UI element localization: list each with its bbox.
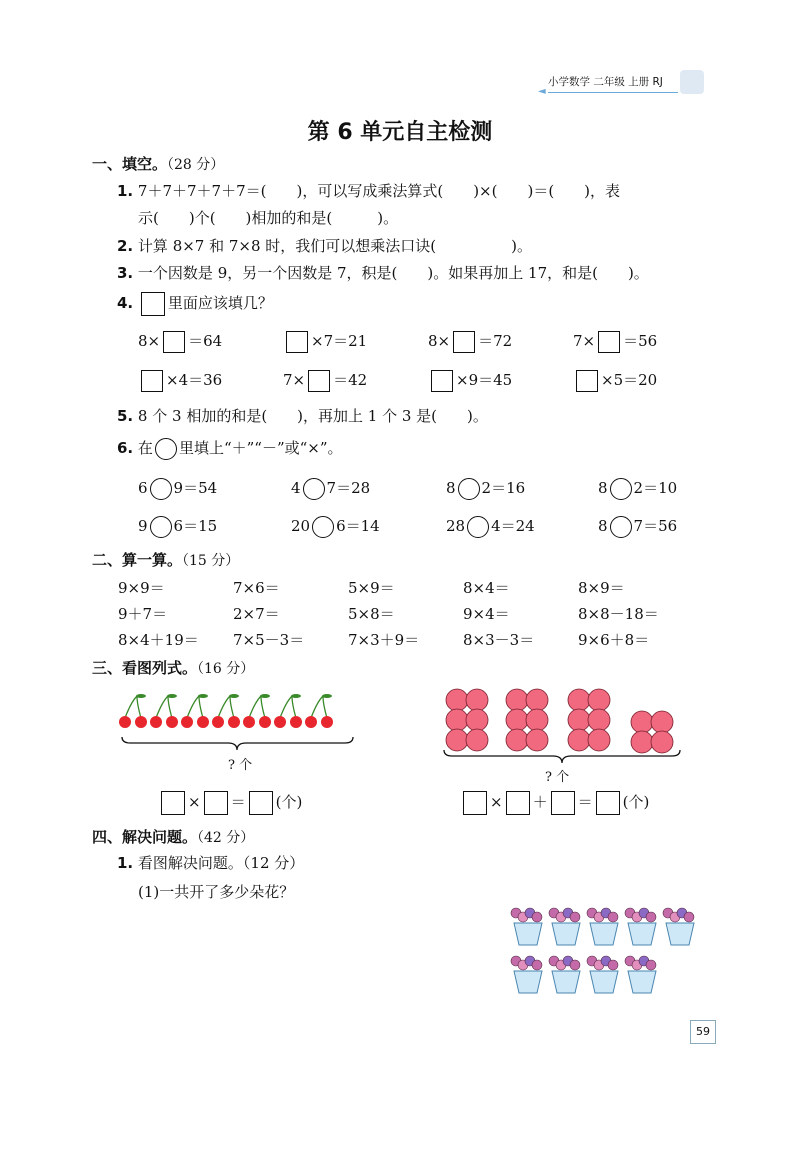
calc-item: 5×9＝ xyxy=(348,579,395,597)
section-3-heading xyxy=(92,657,254,678)
flower-pot-icon xyxy=(549,908,580,945)
expr-part: ×4＝36 xyxy=(166,371,223,389)
calc-item: 8×4＝ xyxy=(463,579,510,597)
question-5 xyxy=(117,405,488,426)
right-brace xyxy=(442,748,682,766)
calc-item: 9×9＝ xyxy=(118,579,165,597)
section-1-points: （28 分） xyxy=(167,157,225,173)
answer-circle[interactable] xyxy=(312,516,334,538)
flower-pot-icon xyxy=(511,908,542,945)
question-4 xyxy=(117,292,273,316)
expr-part: 6＝15 xyxy=(173,517,218,535)
q6-item xyxy=(138,515,217,538)
expr-part: 7× xyxy=(283,371,306,389)
expr-part: 2＝10 xyxy=(633,479,678,497)
problem-1 xyxy=(117,852,304,873)
apple-icon xyxy=(466,689,488,711)
calc-item: 5×8＝ xyxy=(348,605,395,623)
question-6-text: 在 xyxy=(137,439,153,457)
answer-box[interactable] xyxy=(551,791,575,815)
expr-part: ＝56 xyxy=(623,332,658,350)
question-1-line-1: 7＋7＋7＋7＋7＝( )，可以写成乘法算式( )×( )＝( )，表 xyxy=(137,182,621,200)
answer-box[interactable] xyxy=(431,370,453,392)
calc-item: 7×6＝ xyxy=(233,579,280,597)
left-equation xyxy=(158,791,302,815)
flower-pot-icon xyxy=(587,908,618,945)
problem-1-sub-1: (1)一共开了多少朵花？ xyxy=(138,883,295,901)
expr-part: ＝64 xyxy=(188,332,223,350)
expr-part: 6 xyxy=(138,479,148,497)
apple-icon xyxy=(506,709,528,731)
expr-part: ×5＝20 xyxy=(601,371,658,389)
expr-part: 8 xyxy=(598,479,608,497)
q6-item xyxy=(291,477,370,500)
answer-box[interactable] xyxy=(161,791,185,815)
expr-part: 8× xyxy=(138,332,161,350)
answer-circle[interactable] xyxy=(303,478,325,500)
expr-part: 9 xyxy=(138,517,148,535)
apple-icon xyxy=(588,689,610,711)
section-2-title: 二、算一算。 xyxy=(92,551,183,569)
q6-item xyxy=(291,515,380,538)
answer-box[interactable] xyxy=(141,292,165,316)
answer-box[interactable] xyxy=(506,791,530,815)
question-number: 1. xyxy=(117,854,134,872)
book-label: 小学数学 二年级 上册 RJ xyxy=(548,76,663,88)
answer-box[interactable] xyxy=(204,791,228,815)
question-5-text: 8 个 3 相加的和是( )，再加上 1 个 3 是( )。 xyxy=(137,407,488,425)
section-4-title: 四、解决问题。 xyxy=(92,828,198,846)
apple-icon xyxy=(526,689,548,711)
unit-label: (个) xyxy=(622,793,650,811)
operator: × xyxy=(490,793,503,811)
question-1-line-2: 示( )个( )相加的和是( )。 xyxy=(138,209,399,227)
flower-pot-icon xyxy=(549,956,580,993)
answer-circle[interactable] xyxy=(610,478,632,500)
expr-part: ×9＝45 xyxy=(456,371,513,389)
q6-item xyxy=(138,477,217,500)
apple-icon xyxy=(506,689,528,711)
section-1-title: 一、填空。 xyxy=(92,155,168,173)
q6-item xyxy=(446,515,535,538)
q4-item xyxy=(138,369,222,392)
apple-icon xyxy=(568,689,590,711)
expr-part: 20 xyxy=(291,517,311,535)
question-number: 4. xyxy=(117,294,134,312)
calc-item: 9×6＋8＝ xyxy=(578,631,650,649)
apples-illustration xyxy=(445,682,685,754)
question-number: 6. xyxy=(117,439,134,457)
apple-icon xyxy=(526,709,548,731)
apple-icon xyxy=(446,689,468,711)
answer-box[interactable] xyxy=(141,370,163,392)
answer-box[interactable] xyxy=(308,370,330,392)
flower-pot-icon xyxy=(625,908,656,945)
expr-part: 28 xyxy=(446,517,466,535)
answer-box[interactable] xyxy=(163,331,185,353)
section-4-points: （42 分） xyxy=(197,830,255,846)
question-number: 1. xyxy=(117,182,134,200)
apple-icon xyxy=(651,711,673,733)
answer-box[interactable] xyxy=(463,791,487,815)
calc-item: 9＋7＝ xyxy=(118,605,168,623)
flower-pot-icon xyxy=(511,956,542,993)
expr-part: 8 xyxy=(446,479,456,497)
problem-1-text: 看图解决问题。（12 分） xyxy=(137,854,305,872)
q6-item xyxy=(446,477,525,500)
question-1 xyxy=(117,180,620,201)
answer-circle[interactable] xyxy=(150,478,172,500)
calc-item: 8×3－3＝ xyxy=(463,631,535,649)
operator: ＋ xyxy=(532,793,548,811)
question-2 xyxy=(117,235,532,256)
expr-part: 9＝54 xyxy=(173,479,218,497)
flower-pot-icon xyxy=(663,908,694,945)
answer-box[interactable] xyxy=(286,331,308,353)
left-brace xyxy=(120,735,355,753)
question-4-text: 里面应该填几？ xyxy=(167,294,273,312)
calc-item: 8×4＋19＝ xyxy=(118,631,199,649)
q4-item xyxy=(428,330,512,353)
expr-part: 7＝56 xyxy=(633,517,678,535)
answer-box[interactable] xyxy=(453,331,475,353)
expr-part: 7＝28 xyxy=(326,479,371,497)
calc-item: 8×9＝ xyxy=(578,579,625,597)
q6-item xyxy=(598,477,677,500)
flower-pot-icon xyxy=(625,956,656,993)
apple-icon xyxy=(446,709,468,731)
q4-item xyxy=(573,369,657,392)
answer-box[interactable] xyxy=(249,791,273,815)
section-2-points: （15 分） xyxy=(182,553,240,569)
expr-part: 6＝14 xyxy=(336,517,380,535)
question-6-text: 里填上“＋”“－”或“×”。 xyxy=(178,439,343,457)
q4-item xyxy=(573,330,657,353)
calc-item: 8×8－18＝ xyxy=(578,605,659,623)
question-number: 2. xyxy=(117,237,134,255)
expr-part: ×7＝21 xyxy=(311,332,368,350)
q6-item xyxy=(598,515,677,538)
expr-part: 8× xyxy=(428,332,451,350)
apple-icon xyxy=(588,709,610,731)
question-number: 5. xyxy=(117,407,134,425)
left-question-label: ? 个 xyxy=(228,758,253,773)
expr-part: 8 xyxy=(598,517,608,535)
q4-item xyxy=(283,330,367,353)
question-number: 3. xyxy=(117,264,134,282)
unit-label: (个) xyxy=(275,793,303,811)
answer-box[interactable] xyxy=(598,331,620,353)
question-6 xyxy=(117,437,343,460)
right-equation xyxy=(460,791,649,815)
q4-item xyxy=(138,330,222,353)
expr-part: 7× xyxy=(573,332,596,350)
question-3 xyxy=(117,262,649,283)
right-question-label: ? 个 xyxy=(545,770,570,785)
q4-item xyxy=(283,369,367,392)
section-3-points: （16 分） xyxy=(197,661,255,677)
page-title: 第 6 单元自主检测 xyxy=(307,120,493,145)
answer-circle[interactable] xyxy=(610,516,632,538)
answer-circle[interactable] xyxy=(155,438,177,460)
calc-item: 2×7＝ xyxy=(233,605,280,623)
section-2-heading xyxy=(92,549,239,570)
section-4-heading xyxy=(92,826,254,847)
flower-pots-illustration xyxy=(510,905,705,1000)
header-arrow-icon: ◄ xyxy=(538,86,546,97)
expr-part: ＝72 xyxy=(478,332,513,350)
expr-part: 2＝16 xyxy=(481,479,526,497)
calc-item: 7×5－3＝ xyxy=(233,631,305,649)
question-3-text: 一个因数是 9，另一个因数是 7，积是( )。如果再加上 17，和是( )。 xyxy=(137,264,649,282)
apple-icon xyxy=(631,711,653,733)
header-mascot-icon xyxy=(680,70,704,94)
answer-circle[interactable] xyxy=(150,516,172,538)
expr-part: ＝42 xyxy=(333,371,368,389)
operator: ＝ xyxy=(577,793,593,811)
answer-circle[interactable] xyxy=(458,478,480,500)
answer-box[interactable] xyxy=(576,370,598,392)
calc-item: 7×3＋9＝ xyxy=(348,631,420,649)
flower-pot-icon xyxy=(587,956,618,993)
answer-box[interactable] xyxy=(596,791,620,815)
operator: ＝ xyxy=(230,793,246,811)
apple-icon xyxy=(466,709,488,731)
section-1-heading xyxy=(92,153,224,174)
header-divider xyxy=(548,92,678,93)
answer-circle[interactable] xyxy=(467,516,489,538)
apple-icon xyxy=(568,709,590,731)
q4-item xyxy=(428,369,512,392)
calc-item: 9×4＝ xyxy=(463,605,510,623)
question-2-text: 计算 8×7 和 7×8 时，我们可以想乘法口诀( )。 xyxy=(137,237,533,255)
page-number: 59 xyxy=(690,1020,716,1044)
expr-part: 4＝24 xyxy=(491,517,535,535)
operator: × xyxy=(188,793,201,811)
expr-part: 4 xyxy=(291,479,301,497)
section-3-title: 三、看图列式。 xyxy=(92,659,198,677)
